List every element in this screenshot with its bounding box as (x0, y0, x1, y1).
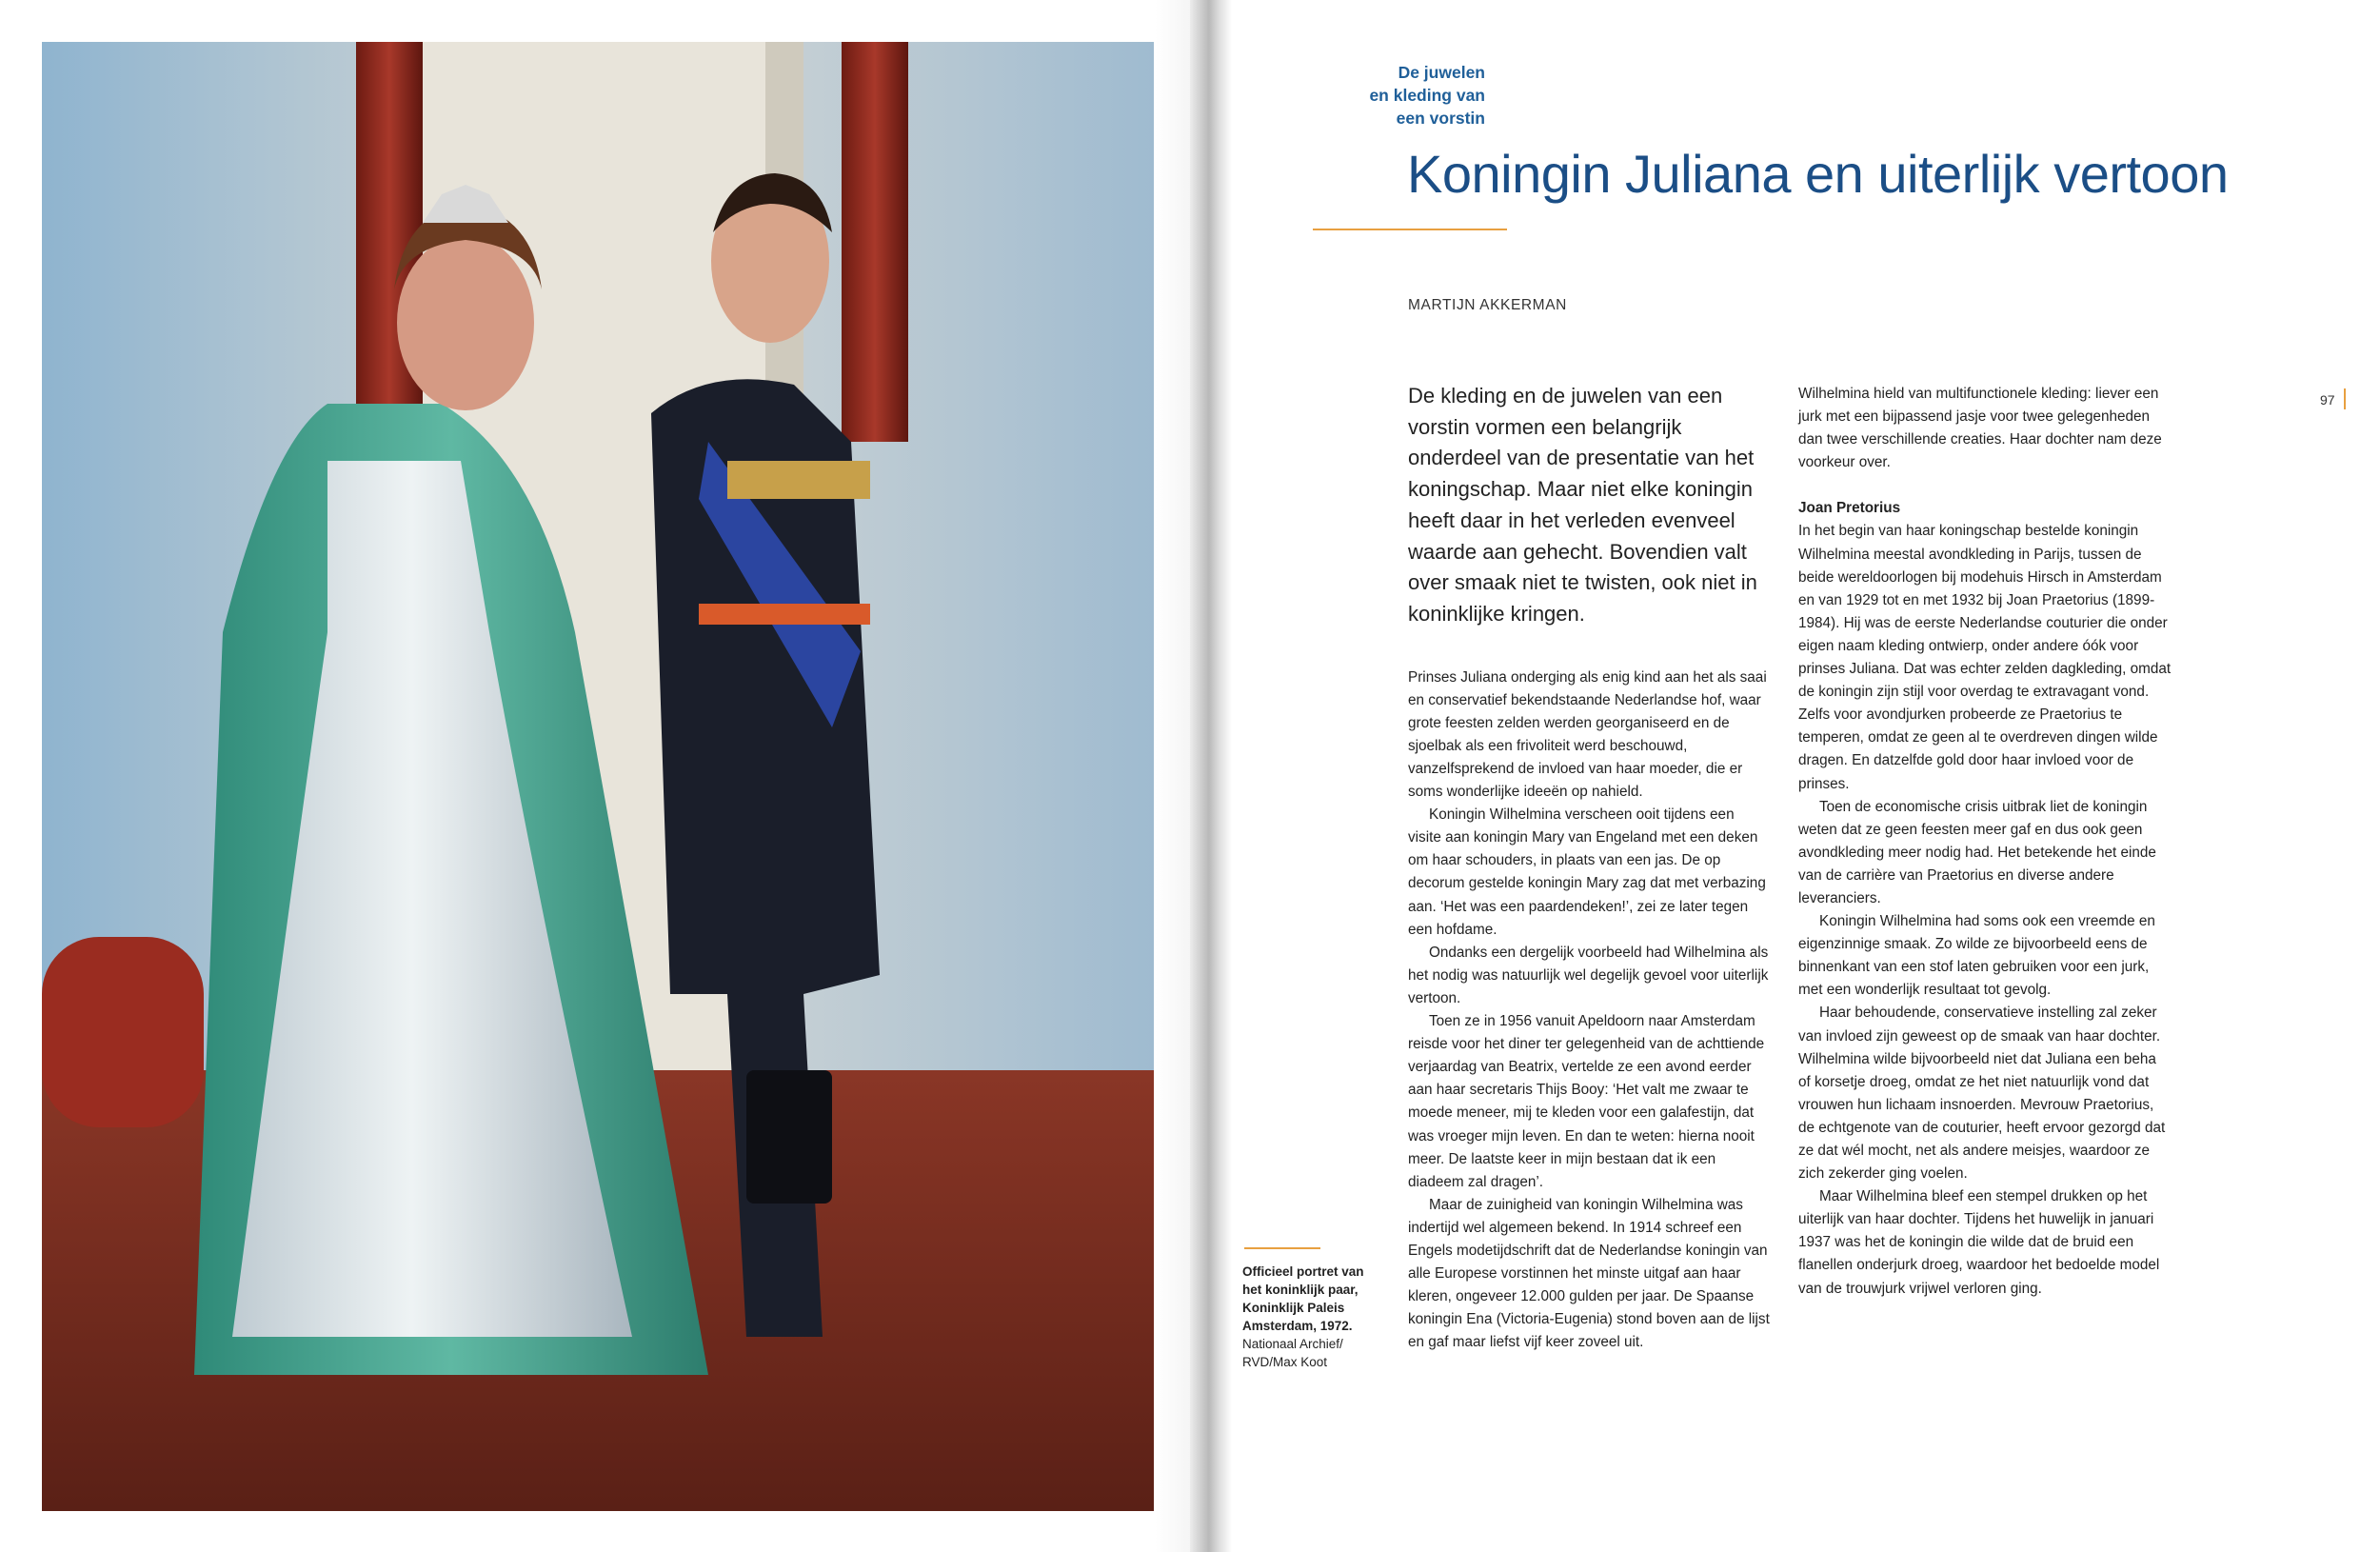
kicker-line: een vorstin (1396, 109, 1485, 128)
lead-paragraph: De kleding en de juwelen van een vorstin vormen een belangrijk onderdeel van de presentatie van het koningschap. Maar niet elke koningin heeft daar in het verleden evenveel waarde aan gehecht. Bovendien valt over smaak niet te twisten, ook niet in koninklijke kringen. (1408, 384, 1757, 626)
paragraph: Haar behoudende, conservatieve instelling zal zeker van invloed zijn geweest op de smaak van haar dochter. Wilhelmina wilde bijvoorbeeld niet dat Juliana een beha of korsetje droeg, omdat ze het niet natuurlijk vond dat vrouwen hun lichaam insnoerden. Mevrouw Praetorius, de echtgenote van de couturier, heeft ervoor gezorgd dat ze dat wél mocht, net als andere meisjes, waardoor ze zich zekerder ging voelen. (1798, 1005, 2166, 1183)
paragraph: Maar Wilhelmina bleef een stempel drukken op het uiterlijk van haar dochter. Tijdens het huwelijk in januari 1937 was het de koningin die wilde dat de bruid een flanellen onderjurk droeg, waardoor het bedoelde model van de trouwjurk vrijwel verloren ging. (1798, 1188, 2160, 1297)
portrait-illustration (42, 42, 1154, 1511)
text-column-left (1408, 381, 1770, 1354)
paragraph: Ondanks een dergelijk voorbeeld had Wilhelmina als het nodig was natuurlijk wel degelijk gevoel voor uiterlijk vertoon. (1408, 944, 1769, 1006)
kicker-line: en kleding van (1369, 86, 1485, 105)
paragraph: Wilhelmina hield van multifunctionele kleding: liever een jurk met een bijpassend jasje voor twee gelegenheden dan twee verschillende creaties. Haar dochter nam deze voorkeur over. (1798, 386, 2162, 471)
body-text-left (1408, 667, 1770, 1355)
paragraph: Koningin Wilhelmina had soms ook een vreemde en eigenzinnige smaak. Zo wilde ze bijvoorbeeld eens de binnenkant van een stof laten gebruiken voor een jurk, met een wonderlijk resultaat tot gevolg. (1798, 913, 2155, 999)
paragraph: Toen ze in 1956 vanuit Apeldoorn naar Amsterdam reisde voor het diner ter gelegenheid van de achttiende verjaardag van Beatrix, vertelde ze een avond eerder aan haar secretaris Thijs Booy: ‘Het valt me zwaar te moede meneer, mij te kleden voor een galafestijn, dat was vroeger mijn leven. En dan te weten: hierna nooit meer. De laatste keer in mijn bestaan dat ik een diadeem zal dragen’. (1408, 1013, 1765, 1190)
photo-caption (1242, 1263, 1376, 1371)
caption-credit: Nationaal Archief/ RVD/Max Koot (1242, 1337, 1343, 1369)
paragraph: Toen de economische crisis uitbrak liet de koningin weten dat ze geen feesten meer gaf en dus ook geen avondkleding meer nodig had. Het betekende het einde van de carrière van Praetorius en diverse andere leveranciers. (1798, 798, 2156, 906)
book-gutter (1190, 0, 1232, 1552)
paragraph: In het begin van haar koningschap bestelde koningin Wilhelmina meestal avondkleding in Parijs, tussen de beide wereldoorlogen bij modehuis Hirsch in Amsterdam en van 1929 tot en met 1932 bij Joan Praetorius (1899-1984). Hij was de eerste Nederlandse couturier die onder eigen naam kleding ontwierp, onder andere óók voor prinses Juliana. Dat was echter zelden dagkleding, omdat de koningin zijn stijl voor overdag te extravagant vond. Zelfs voor avondjurken probeerde ze Praetorius te temperen, omdat ze geen al te overdreven dingen wilde dragen. En datzelfde gold door haar invloed voor de prinses. (1798, 523, 2172, 792)
subheading: Joan Pretorius (1798, 500, 1901, 517)
caption-rule (1244, 1247, 1320, 1249)
author-byline: MARTIJN AKKERMAN (1408, 297, 1567, 313)
paragraph: Maar de zuinigheid van koningin Wilhelmina was indertijd wel algemeen bekend. In 1914 schreef een Engels modetijdschrift dat de Nederlandse koningin van alle Europese vorstinnen het minste uitgaf aan haar kleren, ongeveer 12.000 gulden per jaar. De Spaanse koningin Ena (Victoria-Eugenia) stond boven aan de lijst en gaf maar liefst vijf keer zoveel uit. (1408, 1196, 1770, 1351)
kicker-line: De juwelen (1398, 63, 1485, 82)
page-number-marker (2344, 388, 2346, 409)
portrait-photo (42, 42, 1154, 1511)
caption-text: Officieel portret van het koninklijk paar, Koninklijk Paleis Amsterdam, 1972. (1242, 1264, 1364, 1333)
paragraph: Prinses Juliana onderging als enig kind aan het als saai en conservatief bekendstaande Nederlandse hof, waar grote feesten zelden werden georganiseerd en de sjoelbak als een frivoliteit werd beschouwd, vanzelfsprekend de invloed van haar moeder, die er soms wonderlijke ideeën op nahield. (1408, 668, 1767, 801)
article-title: Koningin Juliana en uiterlijk vertoon (1407, 144, 2229, 204)
title-underline (1313, 229, 1507, 230)
paragraph: Koningin Wilhelmina verscheen ooit tijdens een visite aan koningin Mary van Engeland met een deken om haar schouders, in plaats van een jas. De op decorum gestelde koningin Mary zag dat met verbazing aan. ‘Het was een paardendeken!’, zei ze later tegen een hofdame. (1408, 806, 1766, 938)
section-kicker (1342, 61, 1485, 129)
text-column-right (1798, 383, 2172, 1301)
page-number: 97 (2320, 392, 2335, 408)
